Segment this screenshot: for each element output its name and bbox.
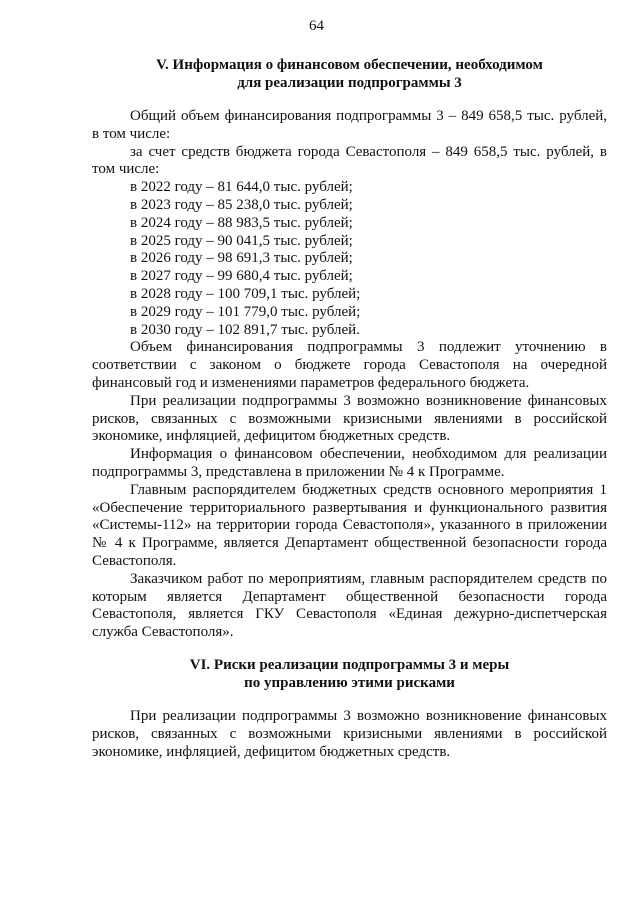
year-2029-line: в 2029 году – 101 779,0 тыс. рублей; bbox=[130, 303, 361, 320]
section-6-heading-line-1: VI. Риски реализации подпрограммы 3 и меры bbox=[189, 657, 510, 673]
section-5-heading-line-1: V. Информация о финансовом обеспечении, необходимом bbox=[156, 57, 543, 73]
section-6-heading-line-2: по управлению этими рисками bbox=[244, 674, 455, 691]
year-2026-line: в 2026 году – 98 691,3 тыс. рублей; bbox=[130, 250, 353, 267]
section-5-heading-line-2: для реализации подпрограммы 3 bbox=[237, 74, 462, 91]
year-2022-line: в 2022 году – 81 644,0 тыс. рублей; bbox=[130, 179, 353, 196]
section-5-heading bbox=[92, 57, 607, 93]
financial-risks-paragraph: При реализации подпрограммы 3 возможно возникновение финансовых рисков, связанных с возможными кризисными явлениями в российской экономике, инфляцией, дефицитом бюджетных средств. bbox=[92, 392, 607, 445]
appendix-reference-paragraph: Информация о финансовом обеспечении, необходимом для реализации подпрограммы 3, представлена в приложении № 4 к Программе. bbox=[92, 446, 607, 480]
year-2030-line: в 2030 году – 102 891,7 тыс. рублей. bbox=[130, 321, 360, 338]
year-2024-line: в 2024 году – 88 983,5 тыс. рублей; bbox=[130, 214, 353, 231]
year-2028-line: в 2028 году – 100 709,1 тыс. рублей; bbox=[130, 285, 361, 302]
total-financing-paragraph: Общий объем финансирования подпрограммы 3 – 849 658,5 тыс. рублей, в том числе: bbox=[92, 108, 607, 142]
section-6-body bbox=[92, 708, 607, 761]
year-2025-line: в 2025 году – 90 041,5 тыс. рублей; bbox=[130, 232, 353, 249]
contractor-paragraph: Заказчиком работ по мероприятиям, главным распорядителем средств по которым является Департамент общественной безопасности города Севастополя, является ГКУ Севастополя «Единая дежурно-диспетчерская служба Севастополя». bbox=[92, 570, 607, 641]
risks-paragraph: При реализации подпрограммы 3 возможно возникновение финансовых рисков, связанных с возможными кризисными явлениями в российской экономике, инфляцией, дефицитом бюджетных средств. bbox=[92, 708, 607, 760]
year-2023-line: в 2023 году – 85 238,0 тыс. рублей; bbox=[130, 196, 353, 213]
city-budget-paragraph: за счет средств бюджета города Севастополя – 849 658,5 тыс. рублей, в том числе: bbox=[92, 143, 607, 178]
financing-refinement-paragraph: Объем финансирования подпрограммы 3 подлежит уточнению в соответствии с законом о бюджете города Севастополя на очередной финансовый год и изменениями параметров федерального бюджета. bbox=[92, 339, 607, 391]
section-5-body bbox=[92, 108, 607, 642]
year-2027-line: в 2027 году – 99 680,4 тыс. рублей; bbox=[130, 268, 353, 285]
chief-administrator-paragraph: Главным распорядителем бюджетных средств основного мероприятия 1 «Обеспечение территориального развертывания и функционального развития «Системы-112» на территории города Севастополя», указанного в приложении № 4 к Программе, является Департамент общественной безопасности города Севастополя. bbox=[92, 481, 607, 569]
section-6-heading bbox=[92, 657, 607, 693]
page-number: 64 bbox=[309, 18, 324, 34]
